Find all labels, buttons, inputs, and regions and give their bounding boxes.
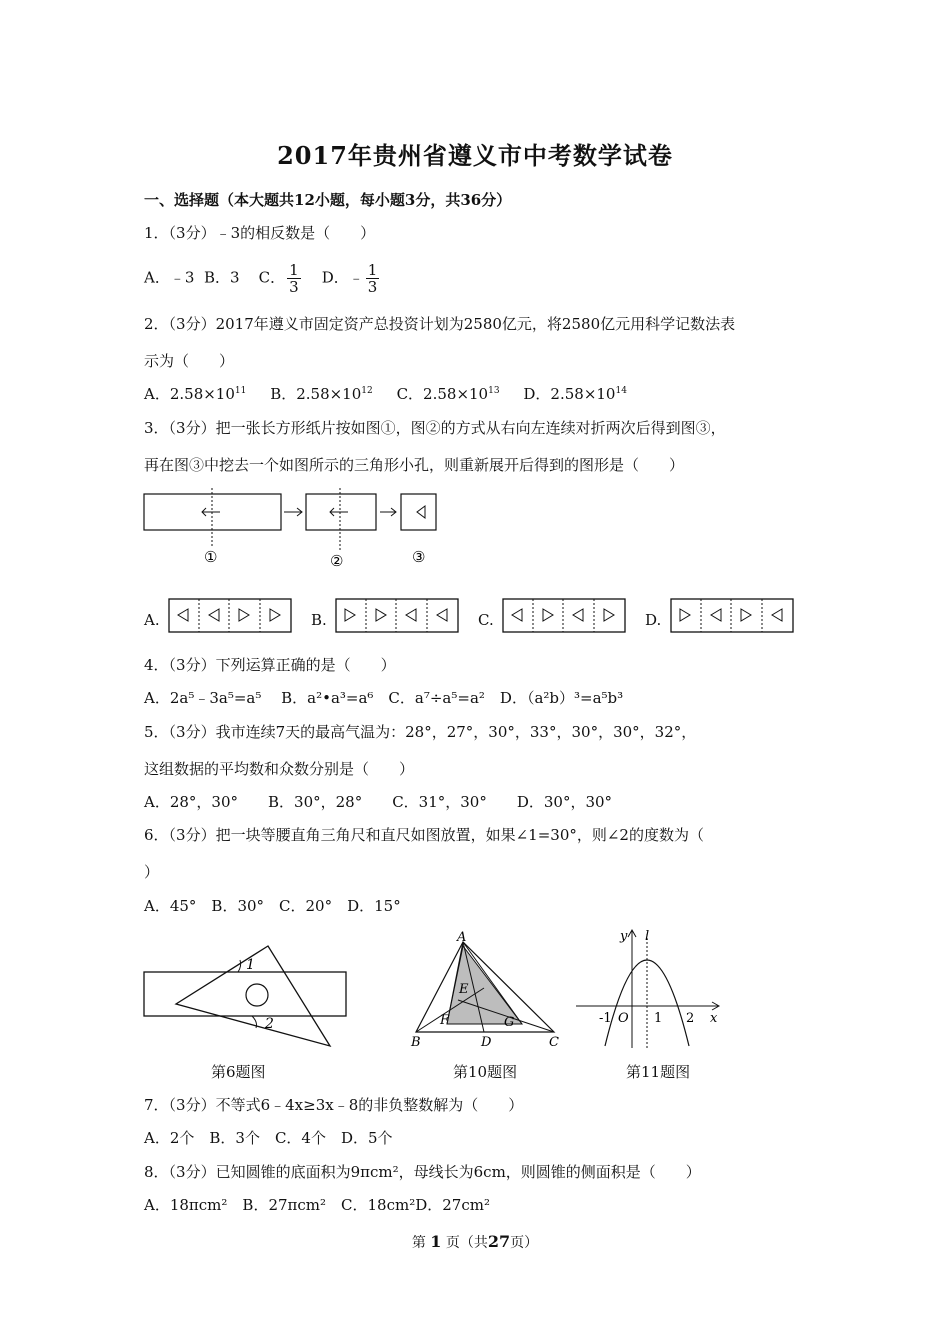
q1-opt-d-label: D． (321, 268, 349, 287)
fig6-caption: 第6题图 (211, 1063, 266, 1081)
q3-opt-d-label: D. (645, 611, 662, 629)
q3-opt-a-label: A. (144, 611, 160, 629)
q1-opt-a: A．﹣3 (144, 268, 195, 287)
q3-opt-b-figure (335, 598, 459, 634)
q1-fraction-c: $\frac{1}{3}$ (289, 261, 299, 296)
q3-stem-line1: 3．（3分）把一张长方形纸片按如图①，图②的方式从右向左连续对折两次后得到图③， (144, 419, 726, 437)
q2-stem-line2: 示为（ ） (144, 352, 235, 370)
fig11-label-l: l (645, 929, 650, 944)
page-footer: 第 1 页（共27页） (411, 1232, 539, 1251)
q1-stem: 1．（3分）﹣3的相反数是（ ） (144, 224, 376, 242)
q3-opt-c-label: C. (478, 611, 494, 629)
q2-options (144, 384, 627, 404)
q3-opt-c-figure (502, 598, 626, 634)
q3-folding-figure (140, 486, 450, 572)
fig11-label-y: y (620, 929, 628, 944)
q5-stem-line2: 这组数据的平均数和众数分别是（ ） (144, 760, 415, 778)
fig10-label-F: F (440, 1013, 450, 1028)
q1-fraction-d: $\frac{1}{3}$ (367, 261, 378, 296)
q2-opt-a: A．$2.58\times 10^{11}$ (144, 385, 247, 403)
q2-opt-c: C．$2.58\times 10^{13}$ (396, 385, 500, 403)
total-pages: 27 (487, 1232, 511, 1251)
q1-opt-c-label: C． (258, 268, 286, 287)
fig11-label-x: x (710, 1011, 718, 1026)
fig10-triangle (408, 928, 568, 1050)
q1-opt-d-sign: ﹣ (348, 268, 364, 287)
q8-stem: 8．（3分）已知圆锥的底面积为9πcm²，母线长为6cm，则圆锥的侧面积是（ ） (144, 1163, 701, 1181)
section-heading: 一、选择题（本大题共12小题，每小题3分，共36分） (144, 191, 512, 209)
fig11-parabola (572, 926, 724, 1050)
fig10-label-D: D (481, 1035, 492, 1050)
q3-fig-label-3: ③ (412, 548, 426, 566)
q7-options: A．2个 B．3个 C．4个 D．5个 (144, 1129, 393, 1147)
q2-stem-line1: 2．（3分）2017年遵义市固定资产总投资计划为2580亿元，将2580亿元用科学记数法表 (144, 315, 736, 333)
fig10-label-A: A (457, 930, 467, 945)
page-title: 2017年贵州省遵义市中考数学试卷 (277, 141, 673, 170)
q7-stem: 7．（3分）不等式6﹣4x≥3x﹣8的非负整数解为（ ） (144, 1096, 524, 1114)
q2-opt-d: D．$2.58\times 10^{14}$ (523, 385, 627, 403)
q5-options: A．28°，30° B．30°，28° C．31°，30° D．30°，30° (144, 793, 613, 811)
q1-options (144, 262, 381, 295)
q3-fig-label-1: ① (204, 548, 218, 566)
q3-opt-d-figure (670, 598, 794, 634)
q5-stem-line1: 5．（3分）我市连续7天的最高气温为：28°，27°，30°，33°，30°，30°，32°， (144, 723, 697, 741)
fig11-label-neg1: -1 (599, 1011, 612, 1026)
fig11-caption: 第11题图 (626, 1063, 691, 1081)
q3-stem-line2: 再在图③中挖去一个如图所示的三角形小孔，则重新展开后得到的图形是（ ） (144, 456, 685, 474)
current-page: 1 (430, 1232, 442, 1251)
q3-opt-a-figure (168, 598, 292, 634)
q4-options: A．2a⁵﹣3a⁵=a⁵ B．a²•a³=a⁶ C．a⁷÷a⁵=a² D．（a²b）³=a⁵b³ (144, 689, 624, 707)
fig10-label-G: G (504, 1015, 515, 1030)
q3-opt-b-label: B. (311, 611, 327, 629)
fig10-label-C: C (549, 1035, 559, 1050)
fig11-label-1: 1 (654, 1011, 663, 1026)
q8-options: A．18πcm² B．27πcm² C．18cm²D．27cm² (144, 1196, 490, 1214)
q2-opt-b: B．$2.58\times 10^{12}$ (270, 385, 373, 403)
fig10-label-E: E (459, 982, 469, 997)
q6-stem-line1: 6．（3分）把一块等腰直角三角尺和直尺如图放置，如果∠1=30°，则∠2的度数为（ (144, 826, 704, 844)
q6-stem-line2: ） (144, 863, 160, 881)
fig6-angle1-label: 1 (246, 957, 255, 973)
fig11-label-O: O (618, 1011, 629, 1026)
fig11-label-2: 2 (686, 1011, 695, 1026)
q4-stem: 4．（3分）下列运算正确的是（ ） (144, 656, 396, 674)
q6-options: A．45° B．30° C．20° D．15° (144, 897, 401, 915)
fig10-label-B: B (411, 1035, 421, 1050)
fig10-caption: 第10题图 (453, 1063, 518, 1081)
fig6-angle2-label: 2 (265, 1016, 274, 1032)
q3-fig-label-2: ② (330, 552, 344, 570)
q1-opt-b: B．3 (203, 268, 240, 287)
fig6-ruler-triangle (140, 938, 352, 1050)
